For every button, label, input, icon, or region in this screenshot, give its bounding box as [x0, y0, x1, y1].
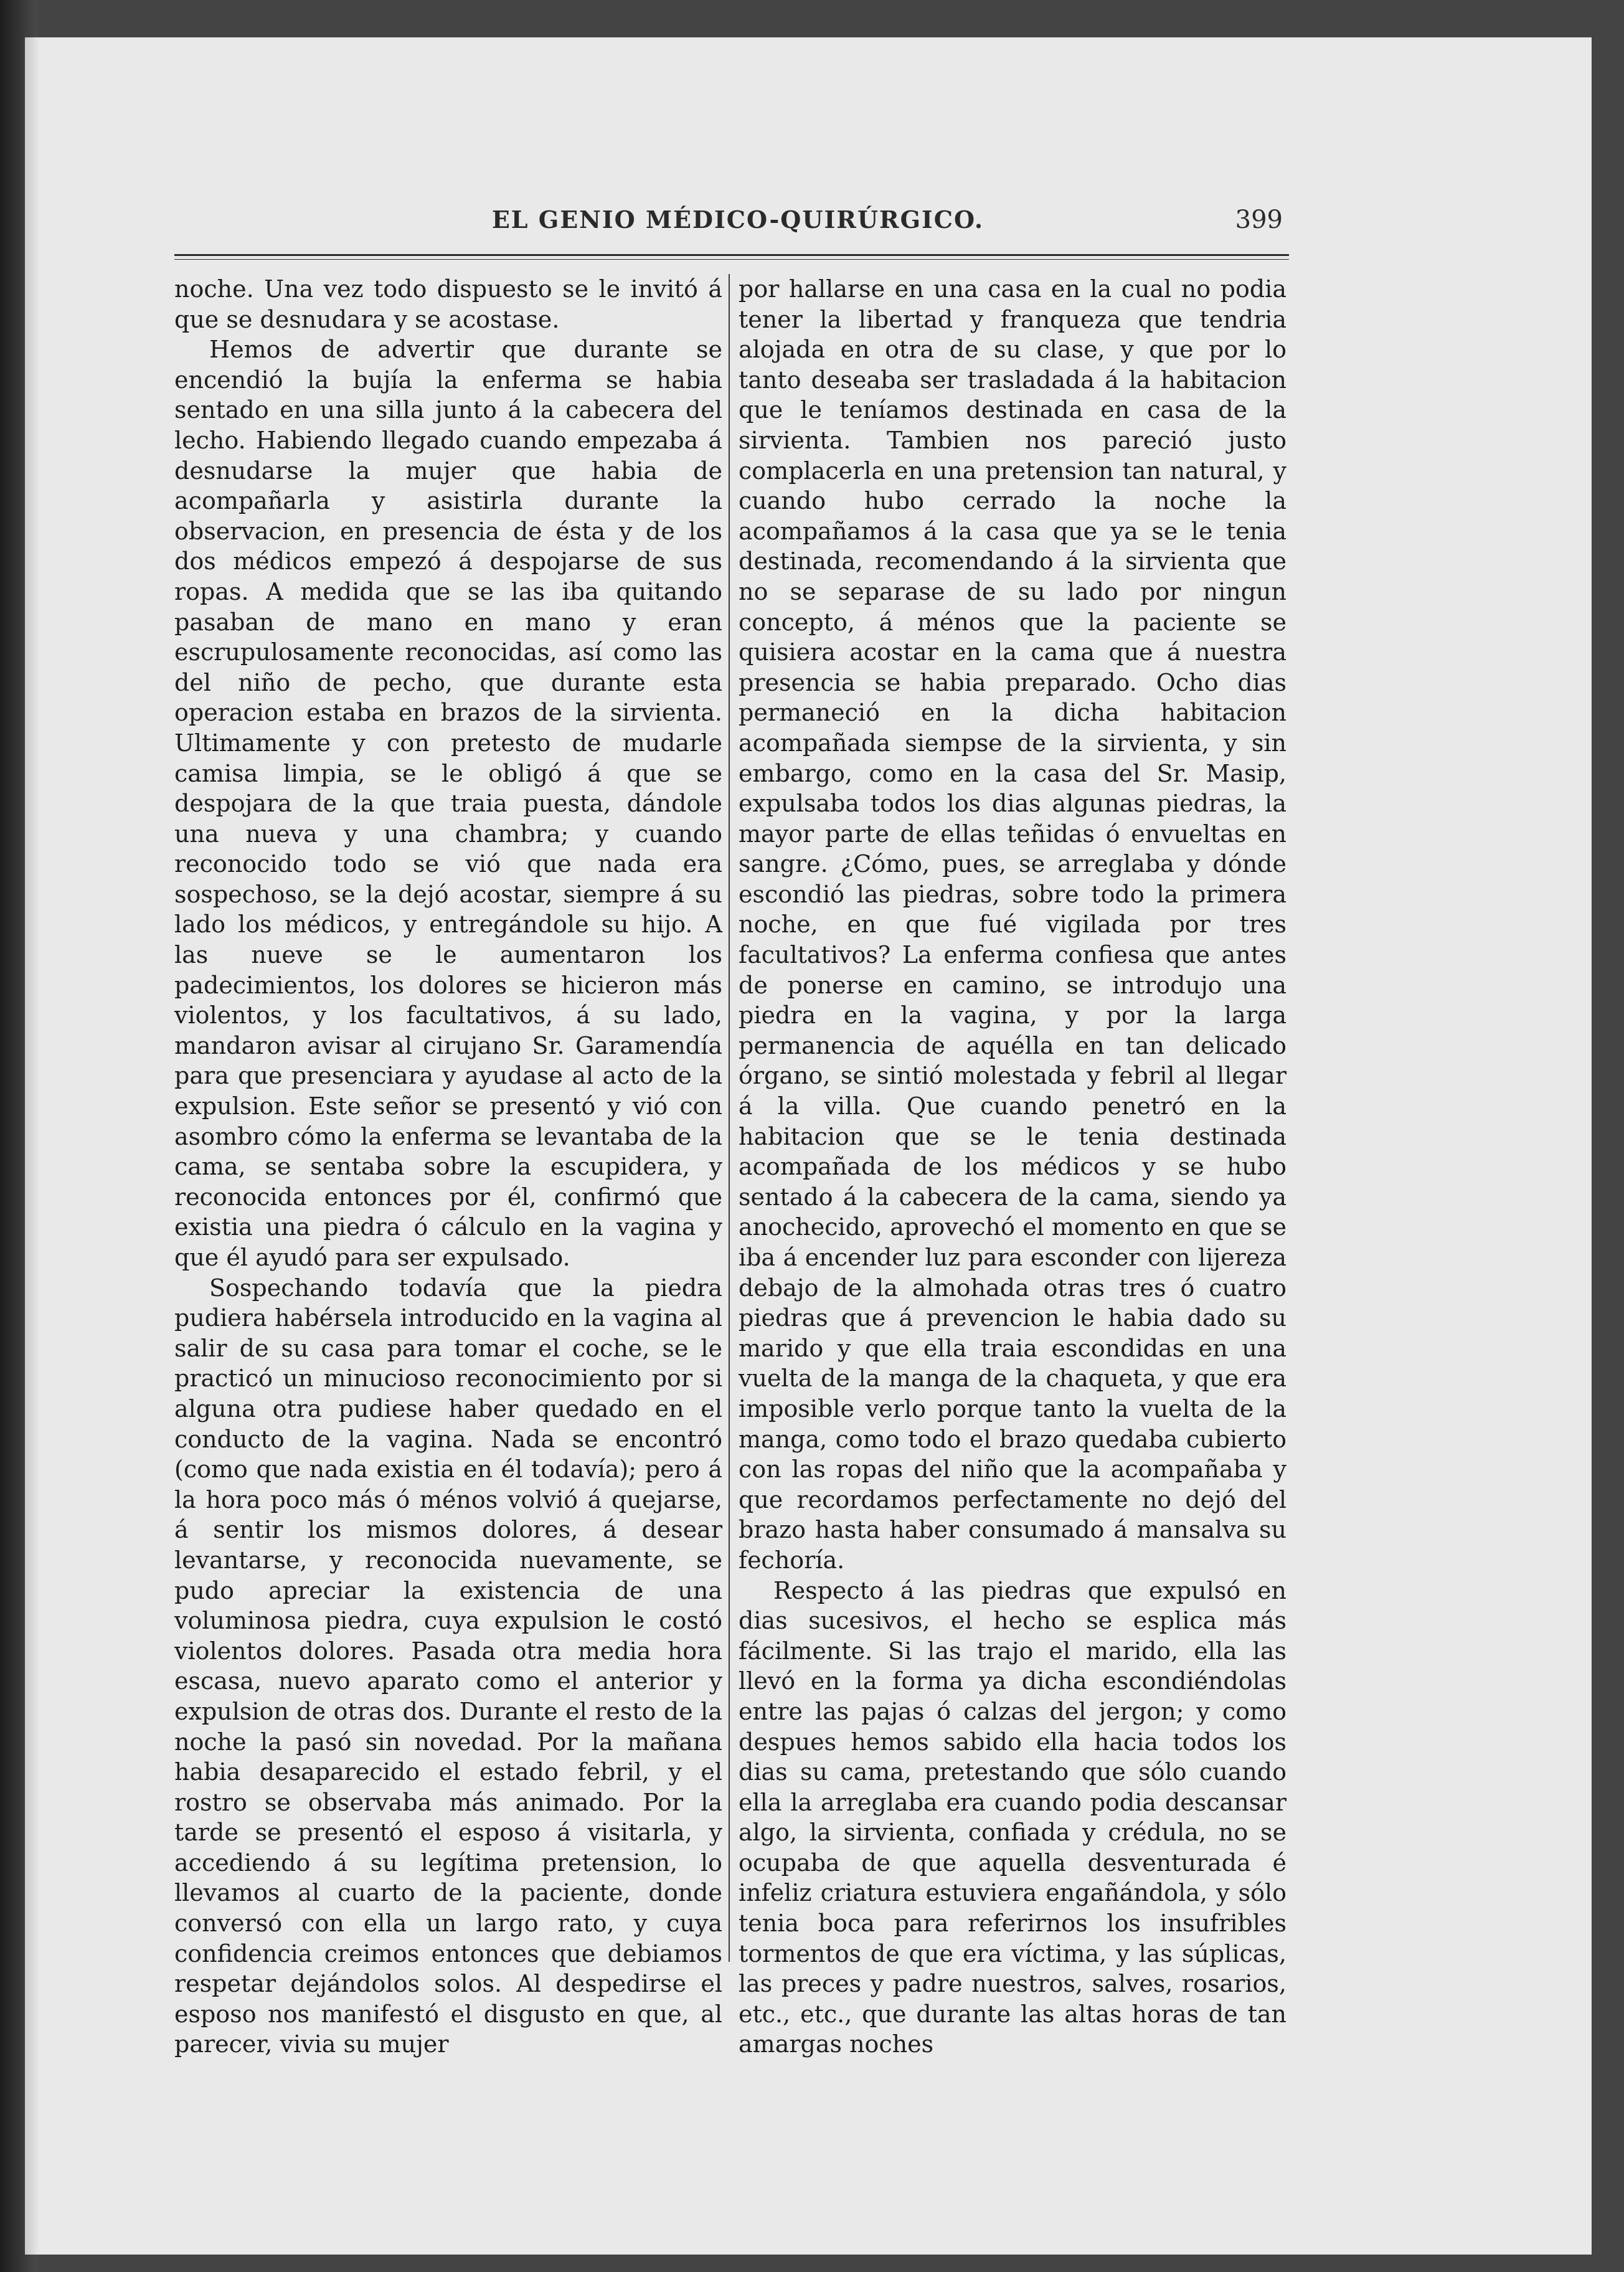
paragraph: noche. Una vez todo dispuesto se le invitó á que se desnudara y se acostase.	[174, 275, 722, 333]
header-rule-thin	[174, 259, 1289, 260]
paragraph: Sospechando todavía que la piedra pudiera habérsela introducido en la vagina al salir de su casa para tomar el coche, se le practicó un minucioso reconocimiento por si alguna otra pudiese haber quedado en el conducto de la vagina. Nada se encontró (como que nada existia en él todavía); pero á la hora poco más ó ménos volvió á quejarse, á sentir los mismos dolores, á desear levantarse, y reconocida nuevamente, se pudo apreciar la existencia de una voluminosa piedra, cuya expulsion le costó violentos dolores. Pasada otra media hora escasa, nuevo aparato como el anterior y expulsion de otras dos. Durante el resto de la noche la pasó sin novedad. Por la mañana habia desaparecido el estado febril, y el rostro se observaba más animado. Por la tarde se presentó el esposo á visitarla, y accediendo á su legítima pretension, lo llevamos al cuarto de la paciente, donde conversó con ella un largo rato, y cuya confidencia creimos entonces que debiamos respetar dejándolos solos. Al despedirse el esposo nos manifestó el disgusto en que, al parecer, vivia su mujer	[174, 1274, 722, 2058]
running-header	[181, 206, 1283, 234]
left-column	[174, 274, 722, 2060]
right-column	[739, 274, 1286, 2060]
header-rule	[174, 254, 1289, 256]
running-title: EL GENIO MÉDICO-QUIRÚRGICO.	[491, 206, 984, 234]
column-divider	[729, 274, 730, 1962]
paragraph: Respecto á las piedras que expulsó en dias sucesivos, el hecho se esplica más fácilmente. Si las trajo el marido, ella las llevó en la forma ya dicha escondiéndolas entre las pajas ó calzas del jergon; y como despues hemos sabido ella hacia todos los dias su cama, pretestando que sólo cuando ella la arreglaba era cuando podia descansar algo, la sirvienta, confiada y crédula, no se ocupaba de que aquella desventurada é infeliz criatura estuviera engañándola, y sólo tenia boca para referirnos los insufribles tormentos de que era víctima, y las súplicas, las preces y padre nuestros, salves, rosarios, etc., etc., que durante las altas horas de tan amargas noches	[739, 1576, 1286, 2058]
paragraph: Hemos de advertir que durante se encendió la bujía la enferma se habia sentado en una silla junto á la cabecera del lecho. Habiendo llegado cuando empezaba á desnudarse la mujer que habia de acompañarla y asistirla durante la observacion, en presencia de ésta y de los dos médicos empezó á despojarse de sus ropas. A medida que se las iba quitando pasaban de mano en mano y eran escrupulosamente reconocidas, así como las del niño de pecho, que durante esta operacion estaba en brazos de la sirvienta. Ultimamente y con pretesto de mudarle camisa limpia, se le obligó á que se despojara de la que traia puesta, dándole una nueva y una chambra; y cuando reconocido todo se vió que nada era sospechoso, se la dejó acostar, siempre á su lado los médicos, y entregándole su hijo. A las nueve se le aumentaron los padecimientos, los dolores se hicieron más violentos, y los facultativos, á su lado, mandaron avisar al cirujano Sr. Garamendía para que presenciara y ayudase al acto de la expulsion. Este señor se presentó y vió con asombro cómo la enferma se levantaba de la cama, se sentaba sobre la escupidera, y reconocida entonces por él, confirmó que existia una piedra ó cálculo en la vagina y que él ayudó para ser expulsado.	[174, 336, 722, 1271]
page-edge	[25, 37, 40, 2255]
paragraph: por hallarse en una casa en la cual no podia tener la libertad y franqueza que tendria alojada en otra de su clase, y que por lo tanto deseaba ser trasladada á la habitacion que le teníamos destinada en casa de la sirvienta. Tambien nos pareció justo complacerla en una pretension tan natural, y cuando hubo cerrado la noche la acompañamos á la casa que ya se le tenia destinada, recomendando á la sirvienta que no se separase de su lado por ningun concepto, á ménos que la paciente se quisiera acostar en la cama que á nuestra presencia se habia preparado. Ocho dias permaneció en la dicha habitacion acompañada siempse de la sirvienta, y sin embargo, como en la casa del Sr. Masip, expulsaba todos los dias algunas piedras, la mayor parte de ellas teñidas ó envueltas en sangre. ¿Cómo, pues, se arreglaba y dónde escondió las piedras, sobre todo la primera noche, en que fué vigilada por tres facultativos? La enferma confiesa que antes de ponerse en camino, se introdujo una piedra en la vagina, y por la larga permanencia de aquélla en tan delicado órgano, se sintió molestada y febril al llegar á la villa. Que cuando penetró en la habitacion que se le tenia destinada acompañada de los médicos y se hubo sentado á la cabecera de la cama, siendo ya anochecido, aprovechó el momento en que se iba á encender luz para esconder con lijereza debajo de la almohada otras tres ó cuatro piedras que á prevencion le habia dado su marido y que ella traia escondidas en una vuelta de la manga de la chaqueta, y que era imposible verlo porque tanto la vuelta de la manga, como todo el brazo quedaba cubierto con las ropas del niño que la acompañaba y que recordamos perfectamente no dejó del brazo hasta haber consumado á mansalva su fechoría.	[739, 275, 1286, 1574]
page-number: 399	[1235, 206, 1283, 234]
